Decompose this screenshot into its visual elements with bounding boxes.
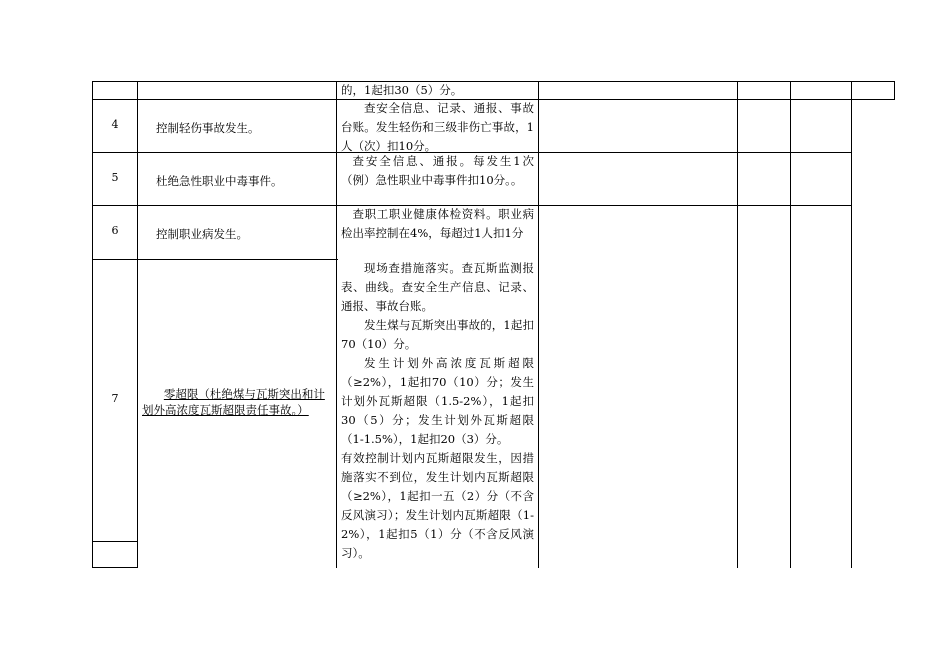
method-text: 查安全信息、记录、通报、事故台账。发生轻伤和三级非伤亡事故，1人（次）扣10分。 [341, 101, 534, 153]
method-cell [341, 152, 534, 190]
method-text: 发生计划外高浓度瓦斯超限（≥2%），1起扣70（10）分；发生计划外瓦斯超限（1.5-2%），1起扣30（5）分；发生计划外瓦斯超限（1-1.5%），1起扣20（3）分。 [341, 356, 534, 446]
method-text: 查安全信息、通报。每发生1次（例）急性职业中毒事件扣10分。。 [341, 154, 534, 187]
row-number: 6 [111, 224, 119, 237]
row-number: 7 [111, 392, 119, 405]
col-line [737, 81, 738, 568]
method-text: 现场查措施落实。查瓦斯监测报表、曲线。查安全生产信息、记录、通报、事故台账。 [341, 261, 534, 313]
item-text: 控制轻伤事故发生。 [156, 121, 260, 135]
method-text: 有效控制计划内瓦斯超限发生，因措施落实不到位，发生计划内瓦斯超限（≥2%），1起扣一五（2）分（不含反风演习）；发生计划内瓦斯超限（1-2%），1起扣5（1）分（不含反风演习）。 [341, 451, 534, 560]
method-cell [341, 205, 534, 243]
method-cell [341, 81, 534, 100]
row-number: 4 [111, 118, 119, 131]
col-line [336, 81, 337, 568]
item-text: 控制职业病发生。 [156, 227, 248, 241]
item-text: 零超限（杜绝煤与瓦斯突出和计划外高浓度瓦斯超限责任事故。） [142, 387, 325, 417]
col-line [851, 81, 852, 568]
row-line [92, 541, 137, 542]
method-text: 的，1起扣30（5）分。 [341, 83, 463, 97]
method-cell [341, 259, 534, 563]
row-number: 5 [111, 171, 119, 184]
item-text: 杜绝急性职业中毒事件。 [156, 174, 283, 188]
method-text: 发生煤与瓦斯突出事故的，1起扣70（10）分。 [341, 318, 534, 351]
col-line [92, 81, 93, 568]
col-line [790, 81, 791, 568]
col-line [894, 81, 895, 100]
method-text: 查职工职业健康体检资料。职业病检出率控制在4%，每超过1人扣1分 [341, 207, 534, 240]
row-line [92, 259, 338, 260]
row-line [92, 567, 137, 568]
method-cell [341, 99, 534, 156]
col-line [538, 81, 539, 568]
col-line [137, 81, 138, 568]
